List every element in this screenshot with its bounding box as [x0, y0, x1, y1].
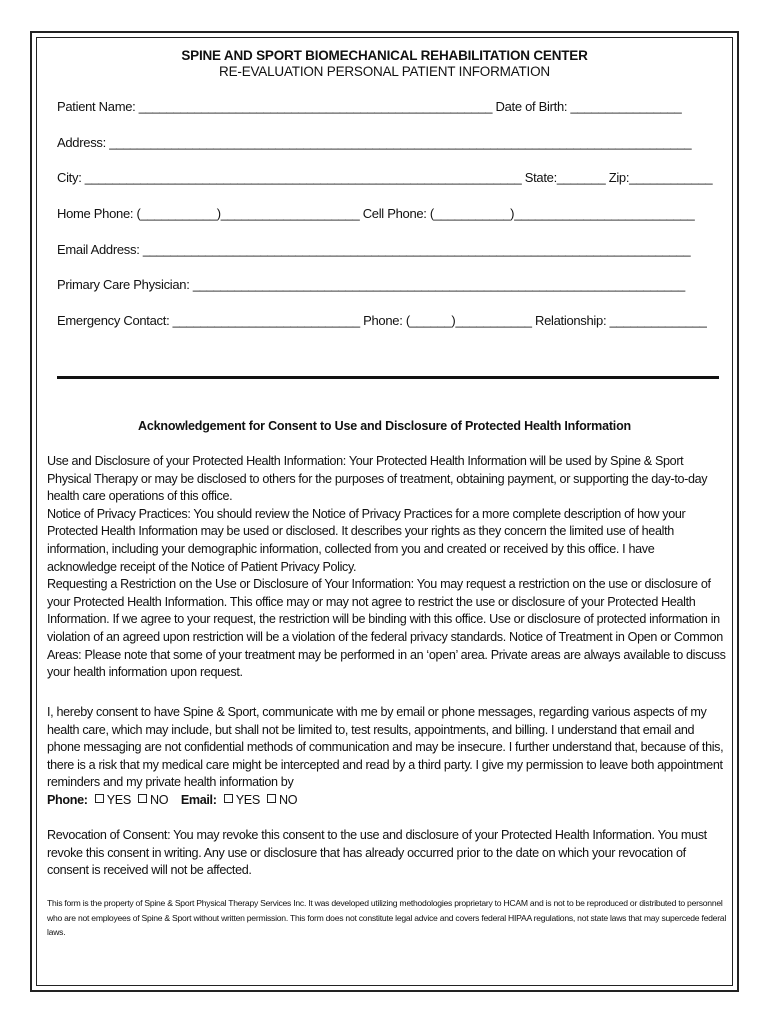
privacy-notice-paragraph: Notice of Privacy Practices: You should review the Notice of Privacy Practices for a more complete description of how your Protected Health Information may be used or disclosed. It describes your rights as they concern the limited use of health information, including your demographic information, collected from you and created or received by this office. I have acknowledge receipt of the Notice of Patient Privacy Policy. [47, 506, 686, 574]
city-state-zip-line[interactable]: City: _______________________________________________________________ State:_______ Zip:____________ [57, 170, 713, 185]
email-no-label: NO [279, 792, 298, 807]
restriction-paragraph: Requesting a Restriction on the Use or Disclosure of Your Information: You may request a restriction on the use or disclosure of your Protected Health Information. This office may or may not agree to restrict the use or disclosure of your Protected Health Information. If we agree to your request, the restriction will be binding with this office. Use or disclosure of protected information in violation of an agreed upon restriction will be a violation of the federal privacy standards. Notice of Treatment in Open or Common Areas: Please note that some of your treatment may be performed in an ‘open’ area. Private areas are always available to discuss your health information upon request. [47, 577, 726, 680]
emergency-contact-line[interactable]: Emergency Contact: ___________________________ Phone: (______)___________ Relationship: ______________ [57, 313, 707, 328]
email-yes-label: YES [235, 792, 260, 807]
address-line[interactable]: Address: ____________________________________________________________________________________ [57, 135, 692, 150]
phone-line[interactable]: Home Phone: (___________)____________________ Cell Phone: (___________)__________________________ [57, 206, 695, 221]
section-divider [57, 376, 719, 379]
acknowledgement-title: Acknowledgement for Consent to Use and Disclosure of Protected Health Information [138, 419, 631, 433]
phone-option-label: Phone: [47, 792, 88, 807]
form-inner-border [36, 37, 733, 986]
primary-care-physician-line[interactable]: Primary Care Physician: _______________________________________________________________________ [57, 277, 685, 292]
phone-yes-checkbox[interactable] [95, 794, 104, 803]
email-no-checkbox[interactable] [267, 794, 276, 803]
phone-no-label: NO [150, 792, 169, 807]
form-title: SPINE AND SPORT BIOMECHANICAL REHABILITATION CENTER [181, 48, 588, 63]
phone-no-checkbox[interactable] [138, 794, 147, 803]
email-address-line[interactable]: Email Address: _______________________________________________________________________________ [57, 242, 691, 257]
phone-yes-label: YES [106, 792, 131, 807]
patient-name-dob-line[interactable]: Patient Name: ___________________________________________________ Date of Birth: ________________ [57, 99, 682, 114]
email-yes-checkbox[interactable] [224, 794, 233, 803]
form-outer-border [30, 31, 739, 992]
copyright-footnote: This form is the property of Spine & Sport Physical Therapy Services Inc. It was developed utilizing methodologies proprietary to HCAM and is not to be reproduced or distributed to personnel who are not employees of Spine & Sport without written permission. This form does not constitute legal advice and covers federal HIPAA regulations, not state laws that may supercede federal laws. [47, 898, 726, 937]
privacy-paragraphs [47, 453, 727, 682]
use-disclosure-paragraph: Use and Disclosure of your Protected Health Information: Your Protected Health Information will be used by Spine & Sport Physical Therapy or may be disclosed to others for the purposes of treatment, obtaining payment, or supporting the day-to-day health care operations of this office. [47, 454, 708, 504]
consent-options [47, 792, 727, 810]
consent-block [47, 704, 727, 810]
consent-paragraph: I, hereby consent to have Spine & Sport, communicate with me by email or phone messages, regarding various aspects of my health care, which may include, but shall not be limited to, test results, appointments, and billing. I understand that email and phone messaging are not confidential methods of communication and may be insecure. I further understand that, because of this, there is a risk that my medical care might be intercepted and read by a third party. I give my permission to leave both appointment reminders and my private health information by [47, 705, 724, 790]
email-option-label: Email: [180, 792, 217, 807]
form-subtitle: RE-EVALUATION PERSONAL PATIENT INFORMATION [219, 64, 550, 79]
revocation-paragraph: Revocation of Consent: You may revoke this consent to the use and disclosure of your Protected Health Information. You must revoke this consent in writing. Any use or disclosure that has already occurred prior to the date on which your revocation of consent is received will not be affected. [47, 828, 707, 878]
